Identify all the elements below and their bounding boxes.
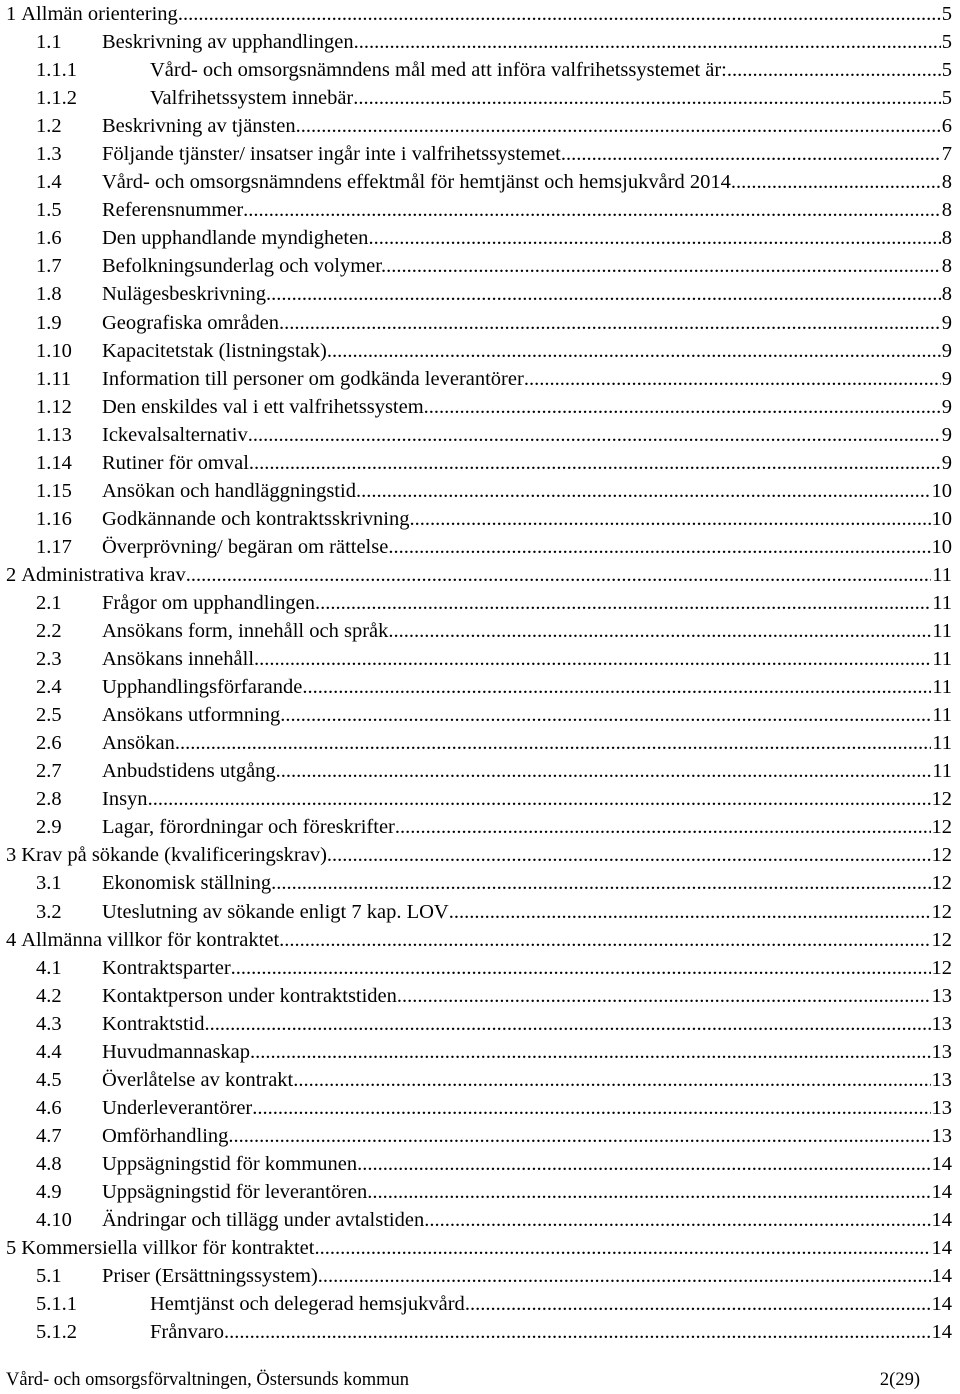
toc-entry-number: 4.2 (36, 984, 62, 1007)
toc-entry-2-6[interactable] (0, 729, 960, 757)
toc-entry-title: Följande tjänster/ insatser ingår inte i valfrihetssystemet (102, 143, 561, 166)
toc-entry-title: Valfrihetssystem innebär (150, 87, 354, 110)
toc-entry-1-15[interactable] (0, 477, 960, 505)
toc-dot-leader (353, 84, 941, 112)
toc-entry-number: 1.7 (36, 255, 62, 278)
toc-entry-1-1-2[interactable] (0, 84, 960, 112)
toc-dot-leader (388, 533, 930, 561)
toc-entry-number: 4.7 (36, 1124, 62, 1147)
toc-entry-page: 11 (932, 563, 952, 586)
toc-entry-page: 5 (941, 3, 952, 25)
toc-dot-leader (318, 1262, 931, 1290)
toc-dot-leader (524, 365, 941, 393)
toc-entry-4-10[interactable] (0, 1206, 960, 1234)
toc-entry-page: 13 (931, 1124, 952, 1147)
toc-entry-title: Ändringar och tillägg under avtalstiden (102, 1209, 425, 1232)
toc-entry-page: 10 (931, 507, 952, 530)
toc-dot-leader (354, 28, 941, 56)
toc-entry-4-2[interactable] (0, 982, 960, 1010)
toc-dot-leader (397, 982, 931, 1010)
toc-dot-leader (302, 673, 931, 701)
toc-entry-2-9[interactable] (0, 813, 960, 841)
toc-entry-page: 10 (931, 479, 952, 502)
toc-entry-number: 5.1 (36, 1265, 62, 1288)
toc-entry-number: 1.14 (36, 451, 72, 474)
toc-entry-title: Krav på sökande (kvalificeringskrav) (21, 844, 327, 867)
toc-entry-page: 13 (931, 1096, 952, 1119)
toc-dot-leader (249, 449, 941, 477)
toc-entry-2-2[interactable] (0, 617, 960, 645)
toc-dot-leader (395, 813, 931, 841)
toc-entry-number: 2.1 (36, 591, 62, 614)
toc-dot-leader (175, 729, 931, 757)
toc-entry-page: 13 (931, 1040, 952, 1063)
toc-entry-page: 14 (931, 1293, 952, 1316)
footer-organization: Vård- och omsorgsförvaltningen, Östersunds kommun (6, 1370, 410, 1390)
toc-entry-2-7[interactable] (0, 757, 960, 785)
toc-entry-title: Omförhandling (102, 1124, 229, 1147)
toc-entry-page: 14 (931, 1152, 952, 1175)
toc-entry-1-4[interactable] (0, 168, 960, 196)
toc-entry-1-2[interactable] (0, 112, 960, 140)
toc-entry-1-3[interactable] (0, 140, 960, 168)
toc-entry-page: 9 (941, 339, 952, 362)
toc-entry-number: 3.1 (36, 872, 62, 895)
toc-entry-page: 12 (931, 844, 952, 867)
toc-dot-leader (205, 1010, 931, 1038)
toc-entry-number: 1.3 (36, 143, 62, 166)
toc-entry-3[interactable] (0, 841, 960, 869)
toc-entry-title: Vård- och omsorgsnämndens mål med att införa valfrihetssystemet är: (150, 59, 727, 82)
toc-dot-leader (284, 309, 941, 337)
toc-entry-title: Överlåtelse av kontrakt (102, 1068, 294, 1091)
toc-entry-title: Hemtjänst och delegerad hemsjukvård (150, 1293, 465, 1316)
toc-entry-title: Ansökan (102, 732, 175, 755)
toc-entry-number: 4.4 (36, 1040, 62, 1063)
toc-entry-page: 9 (941, 451, 952, 474)
toc-entry-1-1[interactable] (0, 28, 960, 56)
toc-entry-4-6[interactable] (0, 1094, 960, 1122)
toc-entry-page: 9 (941, 423, 952, 446)
toc-entry-4-7[interactable] (0, 1122, 960, 1150)
toc-entry-title: Beskrivning av tjänsten (102, 115, 296, 138)
toc-entry-title: Beskrivning av upphandlingen (102, 31, 354, 54)
toc-entry-page: 5 (941, 31, 952, 54)
toc-entry-title: Den enskildes val i ett valfrihetssystem (102, 395, 424, 418)
toc-entry-title: Priser (Ersättningssystem) (102, 1265, 318, 1288)
toc-entry-4-5[interactable] (0, 1066, 960, 1094)
toc-entry-title: Ekonomisk ställning (102, 872, 272, 895)
toc-entry-1-17[interactable] (0, 533, 960, 561)
toc-entry-number: 4.1 (36, 956, 62, 979)
toc-dot-leader (731, 168, 941, 196)
toc-entry-title: Underleverantörer (102, 1096, 253, 1119)
toc-entry-number: 2.9 (36, 816, 62, 839)
toc-entry-4-8[interactable] (0, 1150, 960, 1178)
toc-entry-title: Huvudmannaskap (102, 1040, 251, 1063)
toc-dot-leader (357, 1150, 930, 1178)
toc-dot-leader (315, 589, 931, 617)
toc-dot-leader (388, 617, 931, 645)
toc-entry-number: 2.2 (36, 620, 62, 643)
toc-entry-title: Ansökan och handläggningstid (102, 479, 356, 502)
toc-entry-title: Nulägesbeskrivning (102, 283, 266, 306)
toc-entry-1-13[interactable] (0, 421, 960, 449)
toc-entry-title: Upphandlingsförfarande (102, 676, 303, 699)
toc-entry-number: 2 (6, 563, 17, 586)
toc-entry-number: 1.5 (36, 199, 62, 222)
toc-entry-page: 12 (931, 928, 952, 951)
toc-dot-leader (250, 1038, 930, 1066)
toc-entry-number: 1.13 (36, 423, 72, 446)
toc-entry-page: 11 (932, 620, 952, 643)
toc-entry-title: Lagar, förordningar och föreskrifter (102, 816, 395, 839)
toc-dot-leader (186, 561, 931, 589)
toc-dot-leader (424, 393, 941, 421)
toc-entry-page: 11 (932, 704, 952, 727)
toc-dot-leader (254, 645, 931, 673)
toc-entry-number: 1 (6, 3, 17, 25)
toc-entry-number: 1.10 (36, 339, 72, 362)
toc-entry-title: Kapacitetstak (listningstak) (102, 339, 327, 362)
toc-entry-1-12[interactable] (0, 393, 960, 421)
toc-entry-page: 11 (932, 648, 952, 671)
toc-entry-page: 7 (941, 143, 952, 166)
toc-entry-page: 9 (941, 367, 952, 390)
toc-entry-number: 2.8 (36, 788, 62, 811)
toc-entry-page: 10 (931, 535, 952, 558)
toc-entry-1-5[interactable] (0, 196, 960, 224)
toc-entry-title: Geografiska områden. (102, 311, 285, 334)
toc-entry-number: 1.1 (36, 31, 62, 54)
toc-entry-title: Ickevalsalternativ (102, 423, 248, 446)
toc-entry-page: 12 (931, 788, 952, 811)
page-footer (6, 1367, 920, 1393)
toc-entry-1-10[interactable] (0, 337, 960, 365)
toc-entry-title: Anbudstidens utgång (102, 760, 276, 783)
toc-entry-2-8[interactable] (0, 785, 960, 813)
toc-entry-page: 9 (941, 395, 952, 418)
toc-entry-title: Godkännande och kontraktsskrivning (102, 507, 410, 530)
toc-entry-title: Insyn (102, 788, 148, 811)
toc-dot-leader (356, 477, 931, 505)
toc-entry-page: 6 (941, 115, 952, 138)
toc-dot-leader (148, 785, 931, 813)
toc-entry-title: Allmänna villkor för kontraktet (21, 928, 280, 951)
toc-entry-page: 12 (931, 872, 952, 895)
toc-dot-leader (228, 1122, 930, 1150)
toc-entry-page: 9 (941, 311, 952, 334)
toc-entry-title: Kontraktsparter (102, 956, 231, 979)
toc-entry-page: 12 (931, 900, 952, 923)
toc-entry-title: Rutiner för omval (102, 451, 249, 474)
toc-entry-number: 2.6 (36, 732, 62, 755)
toc-entry-number: 1.11 (36, 367, 72, 390)
toc-dot-leader (561, 140, 941, 168)
toc-entry-title: Frånvaro (150, 1321, 225, 1344)
toc-entry-5-1-1[interactable] (0, 1290, 960, 1318)
toc-entry-number: 1.6 (36, 227, 62, 250)
toc-entry-number: 2.5 (36, 704, 62, 727)
toc-entry-page: 13 (931, 984, 952, 1007)
toc-dot-leader (279, 926, 930, 954)
toc-entry-title: Ansökans innehåll (102, 648, 255, 671)
toc-dot-leader (465, 1290, 931, 1318)
toc-entry-number: 2.7 (36, 760, 62, 783)
toc-entry-3-1[interactable] (0, 869, 960, 897)
toc-dot-leader (367, 1178, 930, 1206)
toc-dot-leader (327, 841, 931, 869)
toc-entry-page: 5 (941, 59, 952, 82)
toc-entry-page: 8 (941, 255, 952, 278)
toc-entry-page: 12 (931, 956, 952, 979)
toc-entry-title: Den upphandlande myndigheten (102, 227, 369, 250)
toc-entry-number: 4.9 (36, 1180, 62, 1203)
toc-entry-page: 14 (931, 1265, 952, 1288)
toc-dot-leader (271, 869, 930, 897)
toc-entry-1-11[interactable] (0, 365, 960, 393)
toc-entry-number: 3.2 (36, 900, 62, 923)
toc-entry-title: Vård- och omsorgsnämndens effektmål för hemtjänst och hemsjukvård 2014 (102, 171, 731, 194)
toc-entry-title: Administrativa krav (21, 563, 186, 586)
toc-entry-title: Befolkningsunderlag och volymer. (102, 255, 387, 278)
toc-entry-page: 12 (931, 816, 952, 839)
toc-dot-leader (327, 337, 941, 365)
toc-entry-5[interactable] (0, 1234, 960, 1262)
toc-entry-page: 14 (931, 1237, 952, 1260)
toc-dot-leader (449, 898, 931, 926)
toc-entry-title: Frågor om upphandlingen (102, 591, 315, 614)
toc-entry-number: 2.3 (36, 648, 62, 671)
toc-entry-page: 13 (931, 1012, 952, 1035)
toc-entry-title: Information till personer om godkända leverantörer (102, 367, 524, 390)
toc-entry-number: 1.1.1 (36, 59, 77, 82)
toc-entry-2-3[interactable] (0, 645, 960, 673)
toc-entry-2-4[interactable] (0, 673, 960, 701)
toc-entry-title: Ansökans form, innehåll och språk (102, 620, 389, 643)
toc-entry-page: 8 (941, 227, 952, 250)
toc-entry-number: 1.8 (36, 283, 62, 306)
toc-entry-1-16[interactable] (0, 505, 960, 533)
toc-entry-5-1[interactable] (0, 1262, 960, 1290)
toc-entry-number: 1.17 (36, 535, 72, 558)
toc-entry-4-1[interactable] (0, 954, 960, 982)
toc-dot-leader (368, 224, 940, 252)
toc-entry-1-14[interactable] (0, 449, 960, 477)
toc-entry-title: Kontaktperson under kontraktstiden (102, 984, 397, 1007)
toc-entry-1-7[interactable] (0, 252, 960, 280)
toc-entry-title: Kommersiella villkor för kontraktet (21, 1237, 315, 1260)
toc-dot-leader (280, 701, 931, 729)
toc-dot-leader (314, 1234, 930, 1262)
toc-dot-leader (727, 56, 941, 84)
toc-entry-number: 4.8 (36, 1152, 62, 1175)
toc-entry-4-3[interactable] (0, 1010, 960, 1038)
toc-entry-number: 1.9 (36, 311, 62, 334)
toc-entry-page: 8 (941, 199, 952, 222)
toc-entry-1-8[interactable] (0, 280, 960, 308)
toc-entry-page: 14 (931, 1209, 952, 1232)
toc-entry-1-6[interactable] (0, 224, 960, 252)
toc-entry-title: Uteslutning av sökande enligt 7 kap. LOV (102, 900, 449, 923)
toc-entry-page: 13 (931, 1068, 952, 1091)
toc-entry-2[interactable] (0, 561, 960, 589)
toc-entry-1-1-1[interactable] (0, 56, 960, 84)
toc-entry-page: 11 (932, 591, 952, 614)
toc-entry-title: Allmän orientering (21, 3, 178, 25)
toc-entry-2-5[interactable] (0, 701, 960, 729)
toc-entry-5-1-2[interactable] (0, 1318, 960, 1346)
toc-dot-leader (178, 0, 941, 28)
toc-entry-number: 5.1.2 (36, 1321, 77, 1344)
toc-dot-leader (386, 252, 941, 280)
toc-entry-title: Ansökans utformning (102, 704, 281, 727)
toc-entry-1[interactable] (0, 0, 960, 28)
toc-dot-leader (248, 421, 941, 449)
toc-entry-page: 5 (941, 87, 952, 110)
toc-entry-number: 1.16 (36, 507, 72, 530)
footer-page-number: 2(29) (879, 1370, 920, 1390)
toc-entry-title: Uppsägningstid för kommunen (102, 1152, 358, 1175)
toc-entry-4[interactable] (0, 926, 960, 954)
toc-entry-number: 4.6 (36, 1096, 62, 1119)
toc-entry-4-4[interactable] (0, 1038, 960, 1066)
toc-dot-leader (409, 505, 930, 533)
toc-entry-number: 3 (6, 844, 17, 867)
toc-entry-3-2[interactable] (0, 898, 960, 926)
toc-entry-number: 1.4 (36, 171, 62, 194)
toc-dot-leader (276, 757, 932, 785)
toc-entry-number: 1.2 (36, 115, 62, 138)
toc-dot-leader (224, 1318, 930, 1346)
toc-entry-page: 11 (932, 760, 952, 783)
toc-entry-number: 1.15 (36, 479, 72, 502)
toc-dot-leader (252, 1094, 930, 1122)
toc-entry-1-9[interactable] (0, 309, 960, 337)
toc-entry-2-1[interactable] (0, 589, 960, 617)
toc-dot-leader (243, 196, 941, 224)
toc-entry-page: 14 (931, 1180, 952, 1203)
toc-entry-number: 1.1.2 (36, 87, 77, 110)
toc-dot-leader (266, 280, 941, 308)
toc-entry-number: 4.5 (36, 1068, 62, 1091)
toc-dot-leader (231, 954, 931, 982)
toc-dot-leader (293, 1066, 930, 1094)
toc-entry-title: Referensnummer (102, 199, 244, 222)
toc-dot-leader (424, 1206, 930, 1234)
toc-entry-title: Uppsägningstid för leverantören (102, 1180, 368, 1203)
toc-entry-title: Kontraktstid (102, 1012, 205, 1035)
toc-entry-number: 2.4 (36, 676, 62, 699)
toc-entry-page: 8 (941, 171, 952, 194)
toc-entry-number: 4.3 (36, 1012, 62, 1035)
toc-entry-4-9[interactable] (0, 1178, 960, 1206)
toc-entry-page: 14 (931, 1321, 952, 1344)
toc-entry-number: 4 (6, 928, 17, 951)
toc-entry-page: 11 (932, 676, 952, 699)
toc-entry-title: Överprövning/ begäran om rättelse (102, 535, 389, 558)
toc-entry-number: 5 (6, 1237, 17, 1260)
toc-entry-page: 8 (941, 283, 952, 306)
toc-entry-number: 1.12 (36, 395, 72, 418)
toc-entry-number: 5.1.1 (36, 1293, 77, 1316)
toc-entry-page: 11 (932, 732, 952, 755)
toc-dot-leader (296, 112, 941, 140)
toc-entry-number: 4.10 (36, 1209, 72, 1232)
